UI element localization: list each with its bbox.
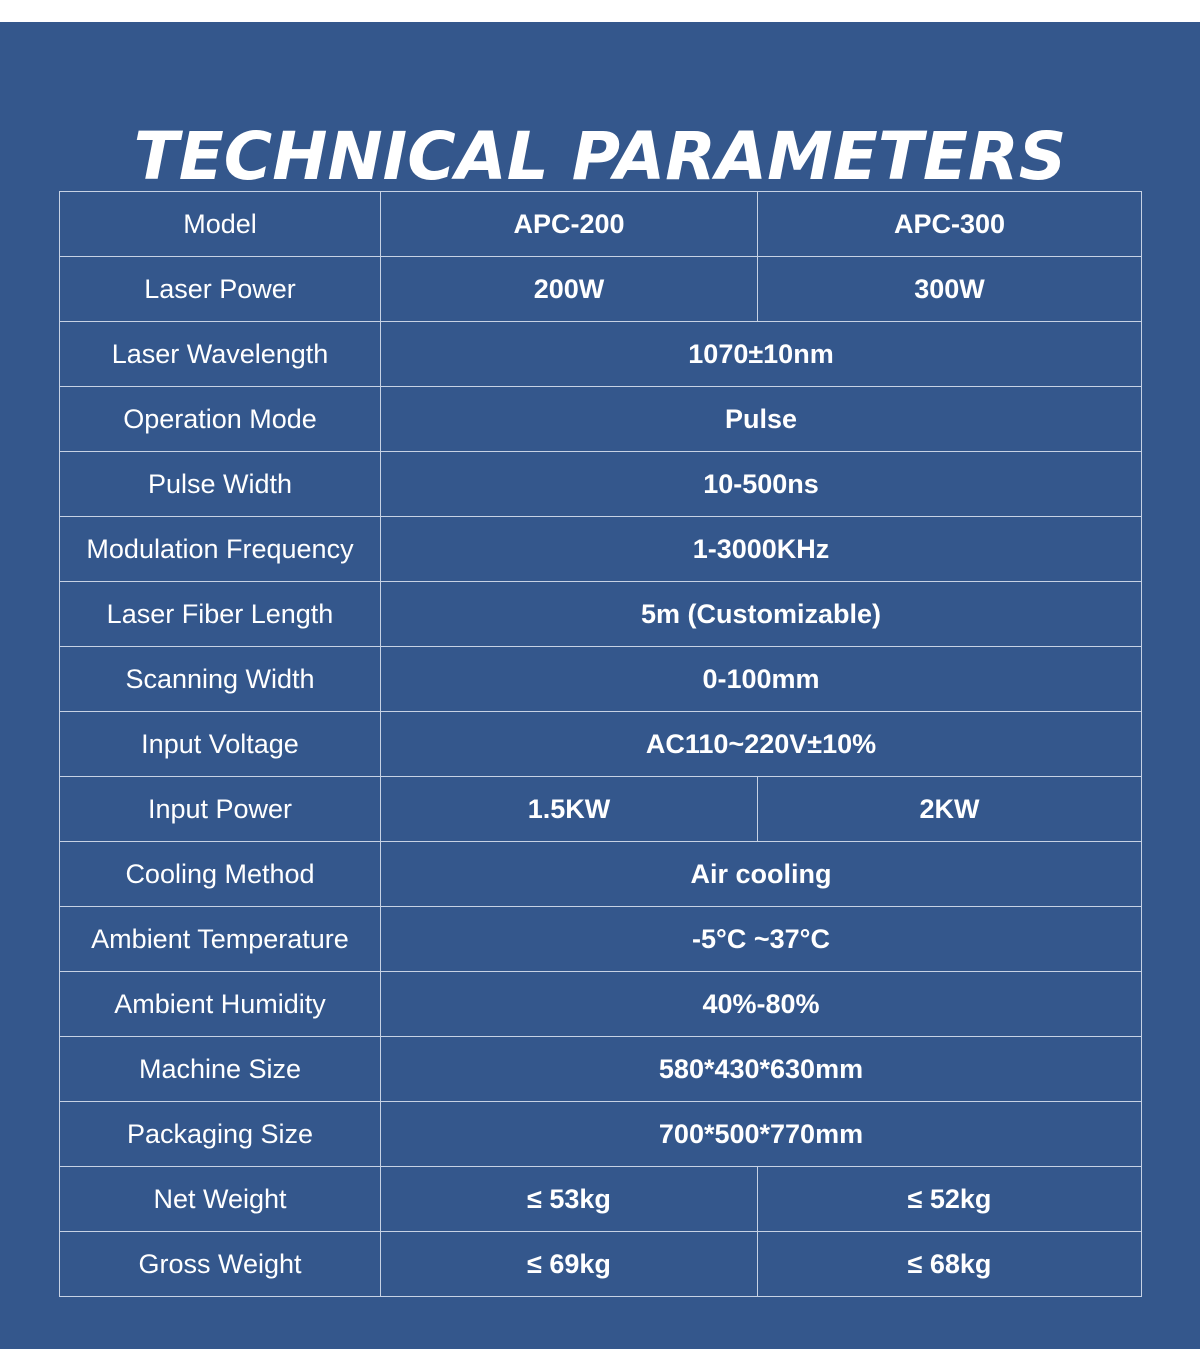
- table-row: [60, 582, 1142, 647]
- parameter-value-apc-200: 1.5KW: [381, 777, 758, 842]
- parameter-value: 0-100mm: [381, 647, 1142, 712]
- table-row: [60, 192, 1142, 257]
- parameter-label: Ambient Humidity: [60, 972, 381, 1037]
- parameter-label: Packaging Size: [60, 1102, 381, 1167]
- table-row: [60, 1037, 1142, 1102]
- parameter-label: Net Weight: [60, 1167, 381, 1232]
- parameter-label: Machine Size: [60, 1037, 381, 1102]
- parameter-label: Input Voltage: [60, 712, 381, 777]
- parameter-label: Scanning Width: [60, 647, 381, 712]
- parameter-value-apc-200: 200W: [381, 257, 758, 322]
- table-row: [60, 777, 1142, 842]
- table-row: [60, 1232, 1142, 1297]
- table-row: [60, 647, 1142, 712]
- page-title: TECHNICAL PARAMETERS: [133, 118, 1067, 196]
- parameter-value: 10-500ns: [381, 452, 1142, 517]
- parameter-value-apc-300: ≤ 52kg: [758, 1167, 1142, 1232]
- parameters-table-body: [60, 192, 1142, 1297]
- table-row: [60, 842, 1142, 907]
- parameter-value-apc-300: 300W: [758, 257, 1142, 322]
- parameter-label: Input Power: [60, 777, 381, 842]
- parameter-value-apc-200: APC-200: [381, 192, 758, 257]
- parameter-value-apc-300: ≤ 68kg: [758, 1232, 1142, 1297]
- parameter-value-apc-200: ≤ 53kg: [381, 1167, 758, 1232]
- parameter-label: Laser Power: [60, 257, 381, 322]
- parameter-label: Cooling Method: [60, 842, 381, 907]
- parameter-label: Operation Mode: [60, 387, 381, 452]
- table-row: [60, 907, 1142, 972]
- parameter-value: 40%-80%: [381, 972, 1142, 1037]
- table-row: [60, 972, 1142, 1037]
- table-row: [60, 517, 1142, 582]
- parameter-value-apc-300: 2KW: [758, 777, 1142, 842]
- parameter-value-apc-300: APC-300: [758, 192, 1142, 257]
- parameter-value: 580*430*630mm: [381, 1037, 1142, 1102]
- parameter-label: Laser Fiber Length: [60, 582, 381, 647]
- table-row: [60, 387, 1142, 452]
- parameter-label: Laser Wavelength: [60, 322, 381, 387]
- parameter-value: -5°C ~37°C: [381, 907, 1142, 972]
- table-row: [60, 452, 1142, 517]
- parameter-label: Ambient Temperature: [60, 907, 381, 972]
- table-row: [60, 1102, 1142, 1167]
- parameter-value: 1-3000KHz: [381, 517, 1142, 582]
- parameter-value: 5m (Customizable): [381, 582, 1142, 647]
- table-row: [60, 1167, 1142, 1232]
- parameters-table: [59, 191, 1142, 1297]
- parameter-value-apc-200: ≤ 69kg: [381, 1232, 758, 1297]
- parameter-value: Pulse: [381, 387, 1142, 452]
- parameter-value: AC110~220V±10%: [381, 712, 1142, 777]
- parameter-label: Pulse Width: [60, 452, 381, 517]
- table-row: [60, 322, 1142, 387]
- parameter-label: Model: [60, 192, 381, 257]
- table-row: [60, 257, 1142, 322]
- parameter-value: 1070±10nm: [381, 322, 1142, 387]
- parameter-label: Gross Weight: [60, 1232, 381, 1297]
- parameter-value: Air cooling: [381, 842, 1142, 907]
- table-row: [60, 712, 1142, 777]
- parameter-value: 700*500*770mm: [381, 1102, 1142, 1167]
- parameter-label: Modulation Frequency: [60, 517, 381, 582]
